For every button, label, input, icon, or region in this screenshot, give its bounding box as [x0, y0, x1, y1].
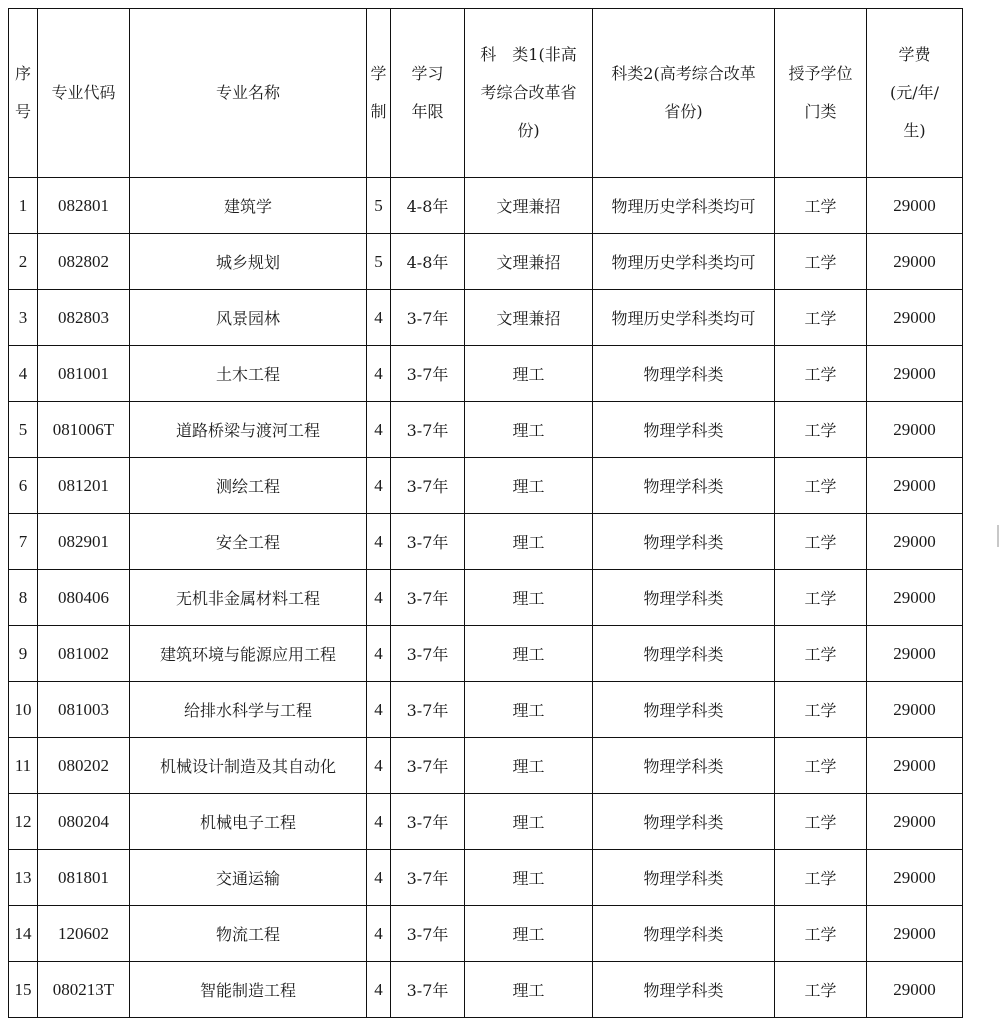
cell-name: 机械设计制造及其自动化: [130, 738, 367, 794]
cell-seq: 9: [9, 626, 38, 682]
table-body: [9, 178, 963, 1018]
cell-degree: 工学: [775, 514, 867, 570]
cell-seq: 5: [9, 402, 38, 458]
header-fee-label: 学费 (元/年/ 生): [889, 45, 940, 140]
cell-degree: 工学: [775, 570, 867, 626]
cell-cat1: 理工: [465, 346, 593, 402]
table-row: [9, 626, 963, 682]
cell-name: 智能制造工程: [130, 962, 367, 1018]
cell-cat1: 文理兼招: [465, 234, 593, 290]
cell-seq: 6: [9, 458, 38, 514]
table-row: [9, 682, 963, 738]
table-row: [9, 178, 963, 234]
cell-period: 3-7年: [391, 794, 465, 850]
table-row: [9, 234, 963, 290]
header-years-label: 学 制: [370, 64, 387, 121]
cell-code: 081801: [38, 850, 130, 906]
cell-cat1: 理工: [465, 794, 593, 850]
cell-fee: 29000: [867, 514, 963, 570]
header-period: [391, 9, 465, 178]
cell-cat1: 理工: [465, 850, 593, 906]
cell-years: 4: [367, 850, 391, 906]
header-cat2-label: 科类2(高考综合改革 省份): [611, 64, 756, 121]
cell-fee: 29000: [867, 290, 963, 346]
cell-years: 5: [367, 178, 391, 234]
cell-cat2: 物理学科类: [593, 962, 775, 1018]
cell-code: 082803: [38, 290, 130, 346]
cell-period: 3-7年: [391, 962, 465, 1018]
cell-code: 081002: [38, 626, 130, 682]
table-row: [9, 514, 963, 570]
cell-degree: 工学: [775, 738, 867, 794]
cell-seq: 7: [9, 514, 38, 570]
header-cat1-label: 科 类1(非高 考综合改革省 份): [480, 45, 577, 140]
cell-cat2: 物理学科类: [593, 682, 775, 738]
cell-cat2: 物理历史学科类均可: [593, 290, 775, 346]
cell-seq: 1: [9, 178, 38, 234]
cell-cat2: 物理学科类: [593, 458, 775, 514]
cell-name: 机械电子工程: [130, 794, 367, 850]
cell-name: 无机非金属材料工程: [130, 570, 367, 626]
cell-period: 3-7年: [391, 906, 465, 962]
cell-seq: 10: [9, 682, 38, 738]
cell-cat1: 文理兼招: [465, 290, 593, 346]
table-row: [9, 570, 963, 626]
cell-years: 4: [367, 458, 391, 514]
cell-cat2: 物理学科类: [593, 906, 775, 962]
header-code-label: 专业代码: [51, 83, 116, 102]
cell-fee: 29000: [867, 850, 963, 906]
header-years: [367, 9, 391, 178]
cell-code: 080202: [38, 738, 130, 794]
cell-cat1: 理工: [465, 738, 593, 794]
cell-code: 081006T: [38, 402, 130, 458]
cell-period: 4-8年: [391, 234, 465, 290]
cell-cat1: 理工: [465, 906, 593, 962]
cell-seq: 15: [9, 962, 38, 1018]
cell-years: 4: [367, 794, 391, 850]
cell-degree: 工学: [775, 794, 867, 850]
cell-code: 120602: [38, 906, 130, 962]
cell-code: 081003: [38, 682, 130, 738]
cell-cat1: 理工: [465, 514, 593, 570]
cell-fee: 29000: [867, 962, 963, 1018]
cell-period: 3-7年: [391, 402, 465, 458]
cell-degree: 工学: [775, 626, 867, 682]
cell-cat1: 理工: [465, 962, 593, 1018]
cell-name: 给排水科学与工程: [130, 682, 367, 738]
cell-years: 4: [367, 346, 391, 402]
table-row: [9, 458, 963, 514]
cell-seq: 14: [9, 906, 38, 962]
cell-code: 081201: [38, 458, 130, 514]
cell-code: 082802: [38, 234, 130, 290]
cell-cat1: 理工: [465, 570, 593, 626]
cell-fee: 29000: [867, 234, 963, 290]
cell-fee: 29000: [867, 570, 963, 626]
header-row: [9, 9, 963, 178]
cell-name: 城乡规划: [130, 234, 367, 290]
cell-seq: 8: [9, 570, 38, 626]
cell-fee: 29000: [867, 626, 963, 682]
header-seq: [9, 9, 38, 178]
cell-degree: 工学: [775, 346, 867, 402]
majors-table: [8, 8, 963, 1018]
cell-fee: 29000: [867, 794, 963, 850]
cell-period: 3-7年: [391, 458, 465, 514]
cell-name: 道路桥梁与渡河工程: [130, 402, 367, 458]
table-row: [9, 738, 963, 794]
cell-name: 安全工程: [130, 514, 367, 570]
cell-cat2: 物理历史学科类均可: [593, 178, 775, 234]
cell-period: 3-7年: [391, 514, 465, 570]
cell-years: 4: [367, 402, 391, 458]
cell-name: 土木工程: [130, 346, 367, 402]
cell-degree: 工学: [775, 234, 867, 290]
cell-cat1: 理工: [465, 402, 593, 458]
cell-name: 交通运输: [130, 850, 367, 906]
table-row: [9, 290, 963, 346]
header-degree: [775, 9, 867, 178]
cell-code: 080213T: [38, 962, 130, 1018]
table-row: [9, 850, 963, 906]
cell-years: 5: [367, 234, 391, 290]
header-degree-label: 授予学位 门类: [788, 64, 853, 121]
cell-period: 4-8年: [391, 178, 465, 234]
cell-cat2: 物理学科类: [593, 738, 775, 794]
header-name: [130, 9, 367, 178]
cell-years: 4: [367, 514, 391, 570]
cell-fee: 29000: [867, 402, 963, 458]
cell-name: 建筑学: [130, 178, 367, 234]
header-cat2: [593, 9, 775, 178]
cell-fee: 29000: [867, 346, 963, 402]
cell-cat2: 物理学科类: [593, 626, 775, 682]
cell-name: 物流工程: [130, 906, 367, 962]
table-row: [9, 906, 963, 962]
table-row: [9, 794, 963, 850]
cell-cat1: 理工: [465, 458, 593, 514]
cell-seq: 13: [9, 850, 38, 906]
cell-fee: 29000: [867, 682, 963, 738]
cell-years: 4: [367, 626, 391, 682]
cell-degree: 工学: [775, 906, 867, 962]
cell-seq: 2: [9, 234, 38, 290]
cell-code: 082801: [38, 178, 130, 234]
table-row: [9, 346, 963, 402]
cell-name: 测绘工程: [130, 458, 367, 514]
cell-cat1: 文理兼招: [465, 178, 593, 234]
cell-code: 080204: [38, 794, 130, 850]
cell-code: 080406: [38, 570, 130, 626]
cell-cat2: 物理学科类: [593, 570, 775, 626]
cell-years: 4: [367, 962, 391, 1018]
cell-years: 4: [367, 738, 391, 794]
header-cat1: [465, 9, 593, 178]
cell-seq: 12: [9, 794, 38, 850]
cell-cat1: 理工: [465, 682, 593, 738]
table-row: [9, 402, 963, 458]
cell-period: 3-7年: [391, 682, 465, 738]
cell-period: 3-7年: [391, 850, 465, 906]
cell-cat2: 物理学科类: [593, 402, 775, 458]
cell-fee: 29000: [867, 738, 963, 794]
cell-seq: 4: [9, 346, 38, 402]
cell-fee: 29000: [867, 906, 963, 962]
header-name-label: 专业名称: [215, 83, 280, 102]
header-fee: [867, 9, 963, 178]
cell-degree: 工学: [775, 850, 867, 906]
cell-period: 3-7年: [391, 626, 465, 682]
cell-fee: 29000: [867, 458, 963, 514]
cell-period: 3-7年: [391, 738, 465, 794]
cell-cat2: 物理历史学科类均可: [593, 234, 775, 290]
cell-years: 4: [367, 682, 391, 738]
cell-seq: 3: [9, 290, 38, 346]
cell-years: 4: [367, 570, 391, 626]
cell-period: 3-7年: [391, 290, 465, 346]
cell-degree: 工学: [775, 962, 867, 1018]
cell-cat2: 物理学科类: [593, 514, 775, 570]
cell-degree: 工学: [775, 458, 867, 514]
header-period-label: 学习 年限: [411, 64, 444, 121]
cell-degree: 工学: [775, 402, 867, 458]
cell-degree: 工学: [775, 178, 867, 234]
header-seq-label: 序 号: [14, 64, 31, 121]
cell-cat2: 物理学科类: [593, 346, 775, 402]
cell-cat2: 物理学科类: [593, 850, 775, 906]
cell-degree: 工学: [775, 290, 867, 346]
cell-cat2: 物理学科类: [593, 794, 775, 850]
cell-fee: 29000: [867, 178, 963, 234]
cell-years: 4: [367, 290, 391, 346]
cell-name: 风景园林: [130, 290, 367, 346]
cell-period: 3-7年: [391, 346, 465, 402]
cell-period: 3-7年: [391, 570, 465, 626]
cell-name: 建筑环境与能源应用工程: [130, 626, 367, 682]
table-row: [9, 962, 963, 1018]
cell-degree: 工学: [775, 682, 867, 738]
cell-years: 4: [367, 906, 391, 962]
cell-cat1: 理工: [465, 626, 593, 682]
cell-code: 081001: [38, 346, 130, 402]
header-code: [38, 9, 130, 178]
cell-code: 082901: [38, 514, 130, 570]
cell-seq: 11: [9, 738, 38, 794]
